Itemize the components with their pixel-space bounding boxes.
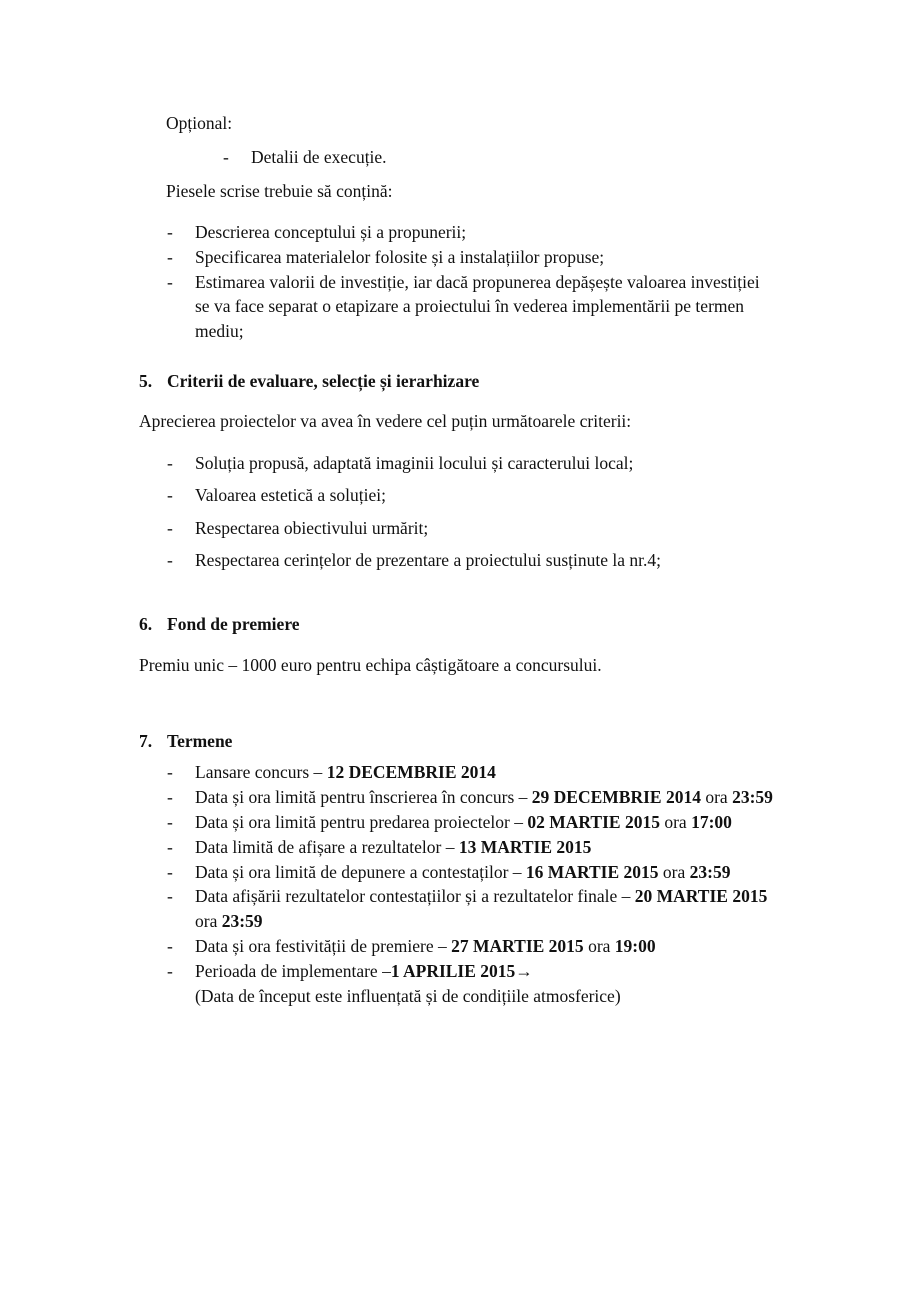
- deadline-item: [195, 762, 496, 783]
- section-6-text: Premiu unic – 1000 euro pentru echipa câștigătoare a concursului.: [139, 655, 602, 675]
- deadline-item-continuation: [195, 911, 263, 932]
- deadline-ora: ora: [195, 911, 222, 931]
- deadline-text: Data limită de afișare a rezultatelor –: [195, 837, 459, 857]
- bullet-dash: -: [167, 247, 173, 267]
- deadline-item: [195, 837, 591, 858]
- bullet-dash: -: [223, 147, 229, 167]
- deadline-text: Data și ora limită pentru predarea proiectelor –: [195, 812, 528, 832]
- deadline-item: [195, 812, 732, 833]
- deadline-date: 16 MARTIE 2015: [525, 862, 659, 882]
- deadline-text: Data afișării rezultatelor contestațiilor și a rezultatelor finale –: [195, 886, 635, 906]
- deadline-item: [195, 862, 730, 883]
- bullet-dash: -: [167, 837, 173, 857]
- deadline-item: [195, 961, 533, 982]
- bullet-dash: -: [167, 485, 173, 505]
- list-item: Respectarea cerințelor de prezentare a proiectului susținute la nr.4;: [195, 550, 661, 570]
- deadline-text: Lansare concurs –: [195, 762, 327, 782]
- bullet-dash: -: [167, 222, 173, 242]
- deadline-date: 12 DECEMBRIE 2014: [326, 762, 496, 782]
- bullet-dash: -: [167, 453, 173, 473]
- section-number: 7.: [139, 731, 153, 751]
- list-item: Valoarea estetică a soluției;: [195, 485, 386, 505]
- bullet-dash: -: [167, 862, 173, 882]
- deadline-date: 13 MARTIE 2015: [458, 837, 592, 857]
- section-title: Termene: [167, 731, 233, 751]
- bullet-dash: -: [167, 518, 173, 538]
- deadline-item: [195, 787, 773, 808]
- deadline-time: 19:00: [614, 936, 656, 956]
- deadline-note: (Data de început este influențată și de condițiile atmosferice): [195, 986, 621, 1006]
- list-item-continuation: se va face separat o etapizare a proiectului în vederea implementării pe termen: [195, 296, 745, 316]
- optional-label: Opțional:: [166, 113, 233, 133]
- bullet-dash: -: [167, 812, 173, 832]
- deadline-date: 1 APRILIE 2015: [390, 961, 516, 981]
- section-number: 6.: [139, 614, 153, 634]
- deadline-ora: ora: [583, 936, 615, 956]
- bullet-dash: -: [167, 762, 173, 782]
- deadline-time: 23:59: [732, 787, 773, 807]
- bullet-dash: -: [167, 787, 173, 807]
- bullet-dash: -: [167, 961, 173, 981]
- deadline-date: 27 MARTIE 2015: [451, 936, 584, 956]
- bullet-dash: -: [167, 886, 173, 906]
- bullet-dash: -: [167, 936, 173, 956]
- list-item: Descrierea conceptului și a propunerii;: [195, 222, 467, 242]
- optional-item: Detalii de execuție.: [251, 147, 387, 167]
- written-pieces-intro: Piesele scrise trebuie să conțină:: [166, 181, 393, 201]
- section-5-intro: Aprecierea proiectelor va avea în vedere cel puțin următoarele criterii:: [139, 411, 632, 431]
- section-title: Criterii de evaluare, selecție și ierarhizare: [167, 371, 480, 391]
- deadline-item: [195, 886, 767, 907]
- deadline-text: Data și ora limită de depunere a contestaților –: [195, 862, 526, 882]
- deadline-time: 23:59: [689, 862, 731, 882]
- deadline-ora: ora: [658, 862, 690, 882]
- section-title: Fond de premiere: [167, 614, 300, 634]
- deadline-text: Perioada de implementare –: [195, 961, 391, 981]
- deadline-ora: ora: [659, 812, 692, 832]
- deadline-text: Data și ora festivității de premiere –: [195, 936, 452, 956]
- section-number: 5.: [139, 371, 153, 391]
- deadline-text: Data și ora limită pentru înscrierea în concurs –: [195, 787, 532, 807]
- deadline-time: 17:00: [691, 812, 732, 832]
- list-item: Specificarea materialelor folosite și a instalațiilor propuse;: [195, 247, 605, 267]
- list-item: Respectarea obiectivului urmărit;: [195, 518, 429, 538]
- deadline-date: 29 DECEMBRIE 2014: [531, 787, 701, 807]
- deadline-date: 02 MARTIE 2015: [527, 812, 660, 832]
- deadline-time: 23:59: [221, 911, 263, 931]
- bullet-dash: -: [167, 550, 173, 570]
- list-item-continuation: mediu;: [195, 321, 244, 341]
- deadline-ora: ora: [700, 787, 733, 807]
- list-item: Soluția propusă, adaptată imaginii locului și caracterului local;: [195, 453, 634, 473]
- arrow-right-icon: →: [515, 961, 533, 981]
- bullet-dash: -: [167, 272, 173, 292]
- deadline-item: [195, 936, 656, 957]
- deadline-date: 20 MARTIE 2015: [634, 886, 768, 906]
- list-item: Estimarea valorii de investiție, iar dacă propunerea depășește valoarea investiției: [195, 272, 760, 292]
